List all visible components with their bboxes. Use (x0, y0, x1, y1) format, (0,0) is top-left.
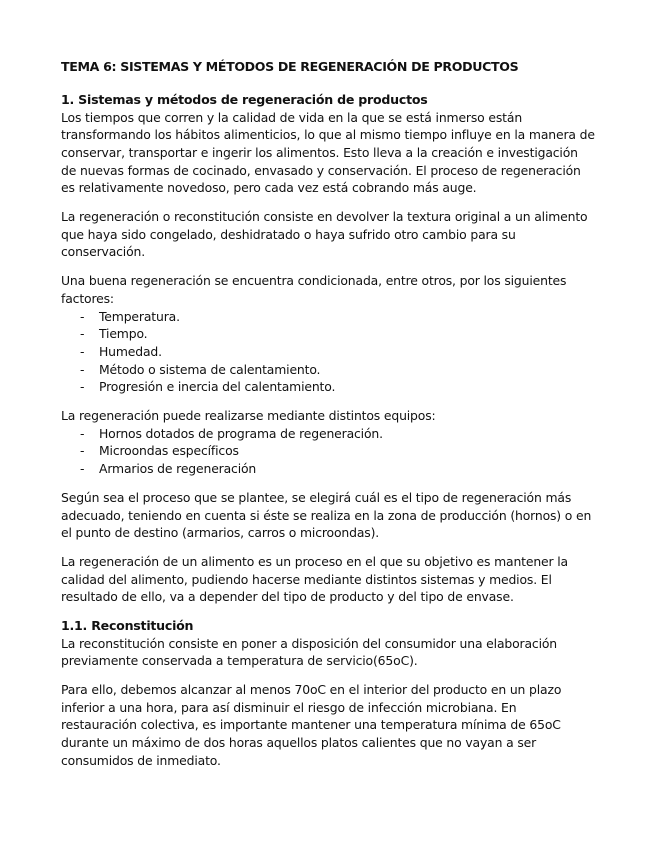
equipment-list (61, 425, 595, 478)
list-item: - Armarios de regeneración (61, 460, 595, 478)
list-item: - Microondas específicos (61, 442, 595, 460)
subsection-heading: 1.1. Reconstitución (61, 618, 194, 634)
list-item: - Método o sistema de calentamiento. (61, 361, 595, 379)
list-item: - Humedad. (61, 343, 595, 361)
section-heading: 1. Sistemas y métodos de regeneración de productos (61, 92, 428, 107)
paragraph: La regeneración o reconstitución consiste en devolver la textura original a un alimento que haya sido congelado, deshidratado o haya sufrido otro cambio para su conservación. (61, 209, 588, 260)
paragraph: Para ello, debemos alcanzar al menos 70oC en el interior del producto en un plazo inferior a una hora, para así disminuir el riesgo de infección microbiana. En restauración colectiva, es importante mantener una temperatura mínima de 65oC durante un máximo de dos horas aquellos platos calientes que no vayan a ser consumidos de inmediato. (61, 681, 562, 768)
factors-list (61, 308, 595, 397)
paragraph: La regeneración puede realizarse mediante distintos equipos: (61, 408, 436, 424)
paragraph: Una buena regeneración se encuentra condicionada, entre otros, por los siguientes factores: (61, 273, 567, 306)
list-item: - Tiempo. (61, 325, 595, 343)
document-title: TEMA 6: SISTEMAS Y MÉTODOS DE REGENERACIÓN DE PRODUCTOS (61, 59, 519, 74)
paragraph: La reconstitución consiste en poner a disposición del consumidor una elaboración previamente conservada a temperatura de servicio(65oC). (61, 635, 558, 669)
paragraph: Según sea el proceso que se plantee, se elegirá cuál es el tipo de regeneración más adecuado, teniendo en cuenta si éste se realiza en la zona de producción (hornos) o en el punto de destino (armarios, carros o microondas). (61, 489, 592, 541)
list-item: - Progresión e inercia del calentamiento. (61, 378, 595, 396)
paragraph: La regeneración de un alimento es un proceso en el que su objetivo es mantener la calidad del alimento, pudiendo hacerse mediante distintos sistemas y medios. El resultado de ello, va a depender del tipo de producto y del tipo de envase. (61, 553, 568, 605)
list-item: - Temperatura. (61, 308, 595, 326)
list-item: - Hornos dotados de programa de regeneración. (61, 425, 595, 443)
paragraph: Los tiempos que corren y la calidad de vida en la que se está inmerso están transformando los hábitos alimenticios, lo que al mismo tiempo influye en la manera de conservar, transportar e ingerir los alimentos. Esto lleva a la creación e investigación de nuevas formas de cocinado, envasado y conservación. El proceso de regeneración es relativamente novedoso, pero cada vez está cobrando más auge. (61, 109, 595, 196)
